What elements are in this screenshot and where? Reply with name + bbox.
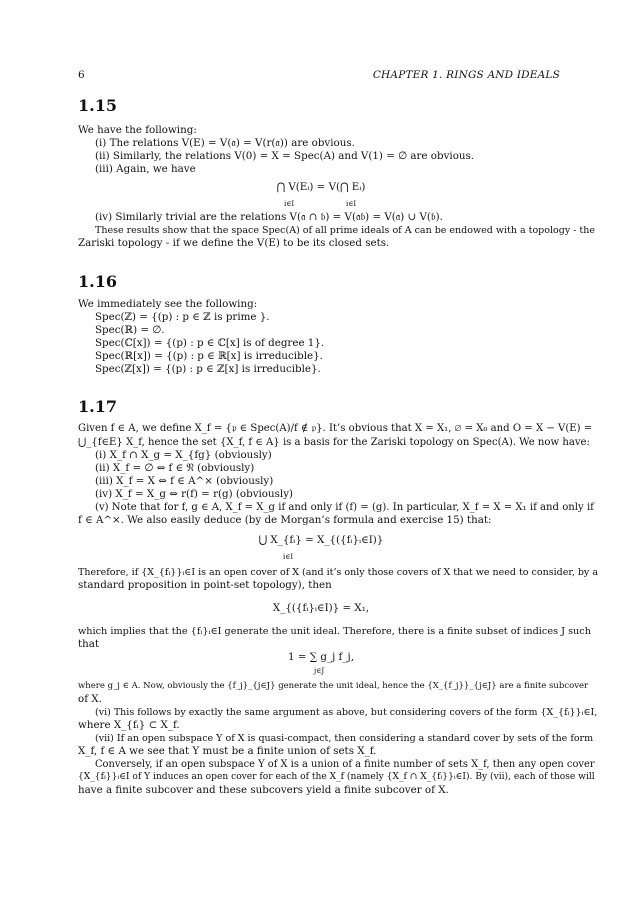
running-header [78,69,560,83]
paragraph-line: (ii) Similarly, the relations V(0) = X = Spec(A) and V(1) = ∅ are obvious. [95,150,475,162]
paragraph-line: (iv) X_f = X_g ⇔ r(f) = r(g) (obviously) [95,488,294,500]
paragraph-line: (iii) X_f = X ⇔ f ∈ A^× (obviously) [95,475,274,487]
paragraph-line: (i) The relations V(E) = V(𝔞) = V(r(𝔞)) are obvious. [95,137,355,149]
paragraph-line: Spec(ℤ) = {(p) : p ∈ ℤ is prime }. [95,311,270,323]
paragraph-line: These results show that the space Spec(A) of all prime ideals of A can be endowed with a topology - the [95,225,595,236]
equation-subscript: i∈I [346,200,357,208]
paragraph-line: (v) Note that for f, g ∈ A, X_f = X_g if and only if (f) = (g). In particular, X_f = X = X₁ if and only if [95,502,594,513]
paragraph-line: where g_j ∈ A. Now, obviously the {f_j}_{j∈J} generate the unit ideal, hence the {X_{f_j}}_{j∈J} are a finite subcover [78,681,589,691]
paragraph-line: (iv) Similarly trivial are the relations V(𝔞 ∩ 𝔟) = V(𝔞𝔟) = V(𝔞) ∪ V(𝔟). [95,211,443,223]
equation-subscript: i∈I [284,200,295,208]
paragraph-line: Therefore, if {X_{fᵢ}}ᵢ∈I is an open cover of X (and it’s only those covers of X that we need to consider, by a [78,567,598,578]
section-heading-1-17: 1.17 [78,397,117,416]
paragraph-line: We have the following: [78,124,197,136]
paragraph-line: that [78,638,100,650]
paragraph-line: (ii) X_f = ∅ ⇔ f ∈ 𝔑 (obviously) [95,462,255,474]
paragraph-line: (iii) Again, we have [95,163,196,175]
equation-subscript: i∈I [283,553,294,561]
paragraph-line: where X_{fᵢ} ⊂ X_f. [78,719,180,731]
paragraph-line: (i) X_f ∩ X_g = X_{fg} (obviously) [95,449,272,461]
equation-subscript: j∈J [314,667,325,675]
paragraph-line: Spec(ℂ[x]) = {(p) : p ∈ ℂ[x] is of degree 1}. [95,337,325,349]
paragraph-line: which implies that the {fᵢ}ᵢ∈I generate the unit ideal. Therefore, there is a finite subset of indices J such [78,626,591,637]
equation-union: ⋃ X_{fᵢ} = X_{({fᵢ}ᵢ∈I)} [258,534,384,546]
paragraph-line: {X_{fᵢ}}ᵢ∈I of Y induces an open cover for each of the X_f (namely {X_f ∩ X_{fᵢ}}ᵢ∈I). By (vii), each of those will [78,772,595,782]
paragraph-line: (vii) If an open subspace Y of X is quasi-compact, then considering a standard cover by sets of the form [95,733,594,744]
paragraph-line: Given f ∈ A, we define X_f = {𝔭 ∈ Spec(A)/f ∉ 𝔭}. It’s obvious that X = X₁, ∅ = X₀ and O = X − V(E) = [78,423,593,434]
section-heading-1-16: 1.16 [78,272,117,291]
chapter-title: CHAPTER 1. RINGS AND IDEALS [372,69,560,81]
paragraph-line: ⋃_{f∈E} X_f, hence the set {X_f, f ∈ A} is a basis for the Zariski topology on Spec(A). We now have: [78,437,590,448]
paragraph-line: Zariski topology - if we define the V(E) to be its closed sets. [78,237,390,249]
section-heading-1-15: 1.15 [78,96,117,115]
paragraph-line: Conversely, if an open subspace Y of X is a union of a finite number of sets X_f, then any open cover [95,759,595,770]
equation-intersection: ⋂ V(Eᵢ) = V(⋂ Eᵢ) [276,181,366,193]
paragraph-line: Spec(ℤ[x]) = {(p) : p ∈ ℤ[x] is irreducible}. [95,363,321,375]
page-number: 6 [78,69,85,81]
equation-unit: X_{({fᵢ}ᵢ∈I)} = X₁, [272,602,370,614]
paragraph-line: standard proposition in point-set topology), then [78,579,332,591]
equation-sum: 1 = ∑ g_j f_j, [288,651,354,663]
paragraph-line: Spec(ℝ[x]) = {(p) : p ∈ ℝ[x] is irreducible}. [95,350,323,362]
paragraph-line: We immediately see the following: [78,298,258,310]
paragraph-line: have a finite subcover and these subcovers yield a finite subcover of X. [78,784,449,796]
paragraph-line: of X. [78,693,102,705]
paragraph-line: Spec(ℝ) = ∅. [95,324,165,336]
paragraph-line: X_f, f ∈ A we see that Y must be a finite union of sets X_f. [78,745,377,757]
paragraph-line: f ∈ A^×. We also easily deduce (by de Morgan’s formula and exercise 15) that: [78,514,492,526]
paragraph-line: (vi) This follows by exactly the same argument as above, but considering covers of the form {X_{fᵢ}}ᵢ∈I, [95,707,598,718]
